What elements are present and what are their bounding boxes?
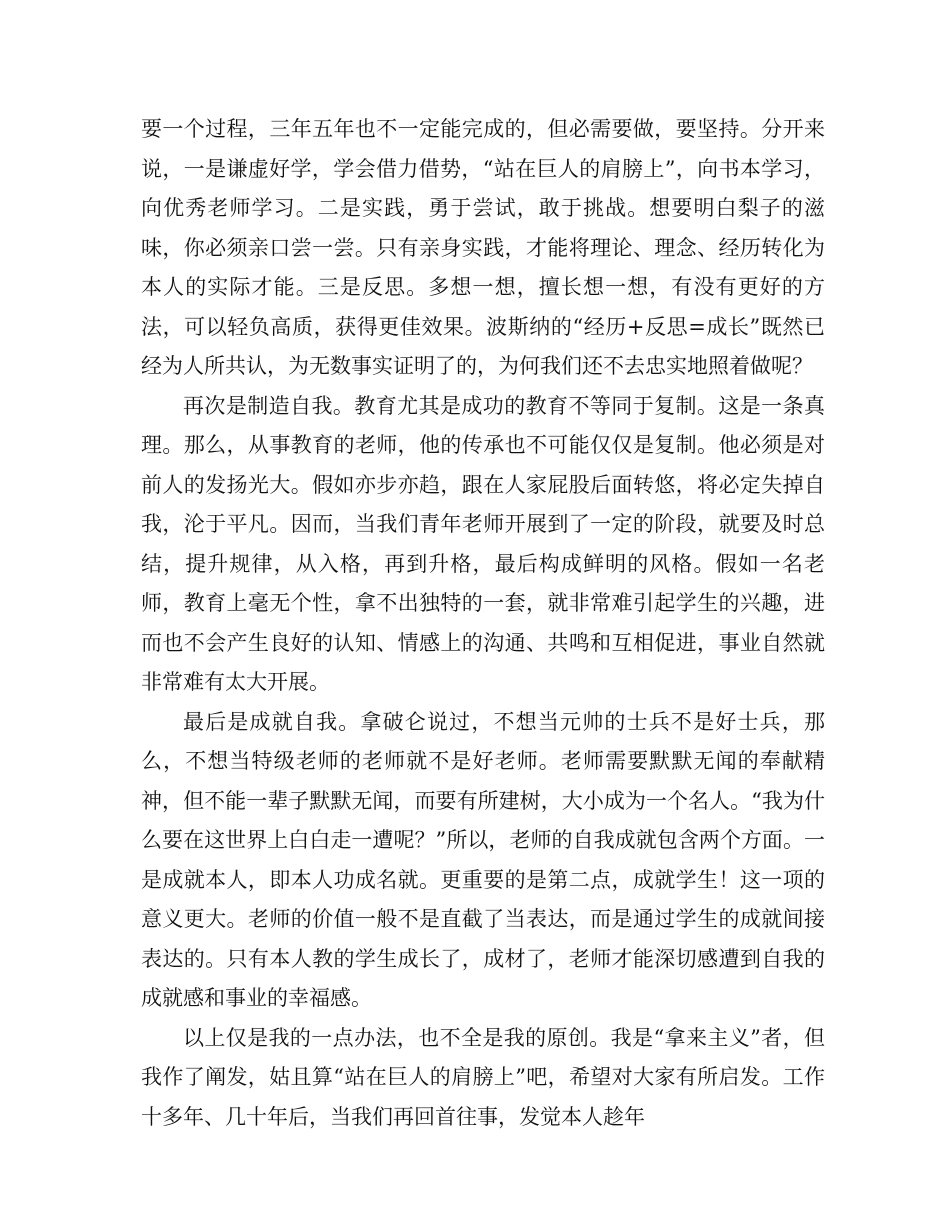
paragraph-achieve-self: 最后是成就自我。拿破仑说过，不想当元帅的士兵不是好士兵，那么，不想当特级老师的老师就不是好老师。老师需要默默无闻的奉献精神，但不能一辈子默默无闻，而要有所建树，大小成为一个名人。“我为什么要在这世界上白白走一遭呢？”所以，老师的自我成就包含两个方面。一是成就本人，即本人功成名就。更重要的是第二点，成就学生！这一项的意义更大。老师的价值一般不是直截了当表达，而是通过学生的成就间接表达的。只有本人教的学生成长了，成材了，老师才能深切感遭到自我的成就感和事业的幸福感。 <box>141 709 825 1010</box>
paragraph-continuation: 要一个过程，三年五年也不一定能完成的，但必需要做，要坚持。分开来说，一是谦虚好学，学会借力借势，“站在巨人的肩膀上”，向书本学习，向优秀老师学习。二是实践，勇于尝试，敢于挑战。想要明白梨子的滋味，你必须亲口尝一尝。只有亲身实践，才能将理论、理念、经历转化为本人的实际才能。三是反思。多想一想，擅长想一想，有没有更好的方法，可以轻负高质，获得更佳效果。波斯纳的“经历+反思=成长”既然已经为人所共认，为无数事实证明了的，为何我们还不去忠实地照着做呢？ <box>141 117 825 378</box>
paragraph-closing: 以上仅是我的一点办法，也不全是我的原创。我是“拿来主义”者，但我作了阐发，姑且算“站在巨人的肩膀上”吧，希望对大家有所启发。工作十多年、几十年后，当我们再回首往事，发觉本人趁年 <box>141 1025 825 1129</box>
document-body <box>141 110 825 1137</box>
paragraph-create-self: 再次是制造自我。教育尤其是成功的教育不等同于复制。这是一条真理。那么，从事教育的老师，他的传承也不可能仅仅是复制。他必须是对前人的发扬光大。假如亦步亦趋，跟在人家屁股后面转悠，将必定失掉自我，沦于平凡。因而，当我们青年老师开展到了一定的阶段，就要及时总结，提升规律，从入格，再到升格，最后构成鲜明的风格。假如一名老师，教育上毫无个性，拿不出独特的一套，就非常难引起学生的兴趣，进而也不会产生良好的认知、情感上的沟通、共鸣和互相促进，事业自然就非常难有太大开展。 <box>141 393 825 694</box>
